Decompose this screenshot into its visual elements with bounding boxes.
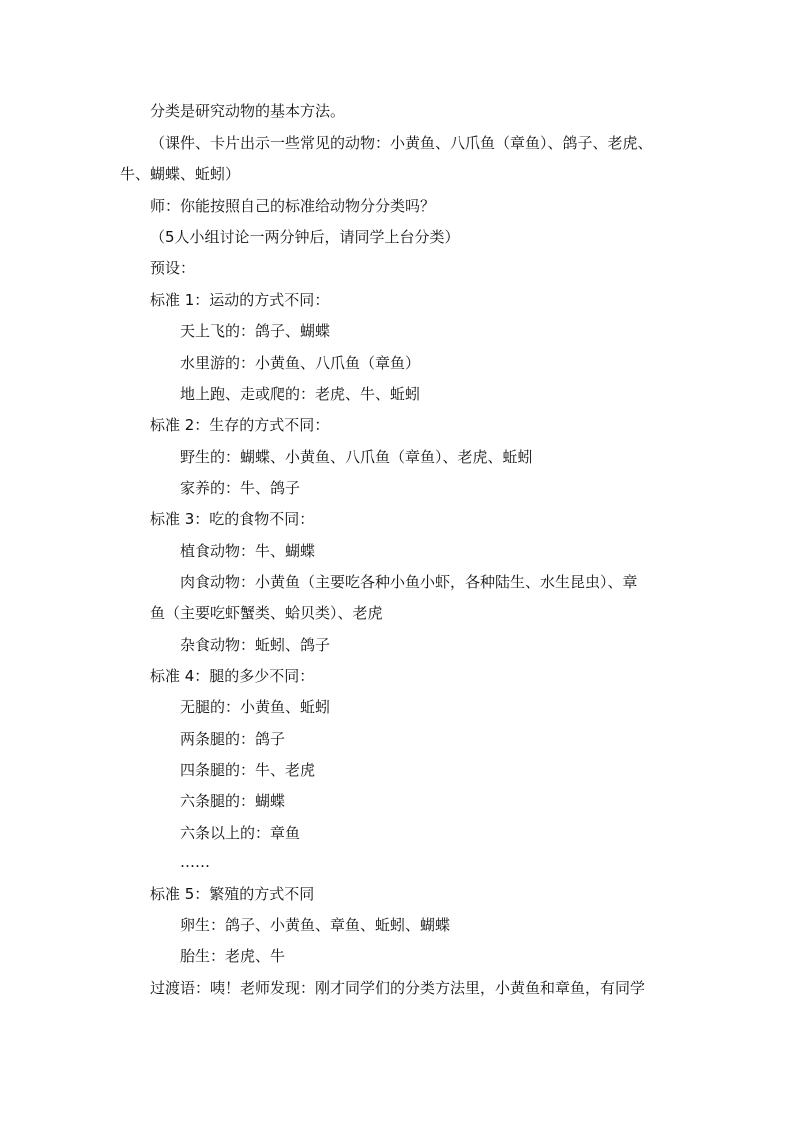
- list-item: 四条腿的：牛、老虎: [180, 761, 316, 779]
- list-item: 地上跑、走或爬的：老虎、牛、蚯蚓: [180, 385, 421, 403]
- section-heading: 标准 2：生存的方式不同：: [150, 416, 330, 434]
- list-item: 六条以上的：章鱼: [180, 824, 301, 842]
- list-item: 肉食动物：小黄鱼（主要吃各种小鱼小虾，各种陆生、水生昆虫）、章: [180, 573, 638, 591]
- list-item: 六条腿的：蝴蝶: [180, 792, 286, 810]
- ellipsis: ……: [180, 853, 210, 871]
- paragraph-line: （5人小组讨论一两分钟后，请同学上台分类）: [150, 228, 460, 246]
- paragraph-line: 师：你能按照自己的标准给动物分分类吗？: [150, 197, 436, 215]
- paragraph-line: 预设：: [150, 259, 196, 277]
- paragraph-line: 牛、蝴蝶、蚯蚓）: [120, 165, 241, 183]
- list-item: 胎生：老虎、牛: [180, 947, 286, 965]
- list-item: 卵生：鸽子、小黄鱼、章鱼、蚯蚓、蝴蝶: [180, 916, 451, 934]
- paragraph-line: 分类是研究动物的基本方法。: [150, 102, 346, 120]
- list-item: 杂食动物：蚯蚓、鸽子: [180, 636, 331, 654]
- list-item: 植食动物：牛、蝴蝶: [180, 542, 316, 560]
- paragraph-line: 过渡语：咦！老师发现：刚才同学们的分类方法里，小黄鱼和章鱼，有同学: [150, 979, 646, 997]
- section-heading: 标准 3：吃的食物不同：: [150, 510, 315, 528]
- paragraph-line: （课件、卡片出示一些常见的动物：小黄鱼、八爪鱼（章鱼）、鸽子、老虎、: [150, 134, 653, 152]
- list-item: 野生的：蝴蝶、小黄鱼、八爪鱼（章鱼）、老虎、蚯蚓: [180, 448, 533, 466]
- list-item: 两条腿的：鸽子: [180, 730, 286, 748]
- list-item: 家养的：牛、鸽子: [180, 479, 301, 497]
- section-heading: 标准 4：腿的多少不同：: [150, 667, 315, 685]
- list-item: 水里游的：小黄鱼、八爪鱼（章鱼）: [180, 354, 421, 372]
- list-item: 鱼（主要吃虾蟹类、蛤贝类）、老虎: [150, 604, 383, 622]
- section-heading: 标准 5：繁殖的方式不同: [150, 885, 315, 903]
- list-item: 天上飞的：鸽子、蝴蝶: [180, 322, 331, 340]
- section-heading: 标准 1：运动的方式不同：: [150, 291, 330, 309]
- list-item: 无腿的：小黄鱼、蚯蚓: [180, 698, 331, 716]
